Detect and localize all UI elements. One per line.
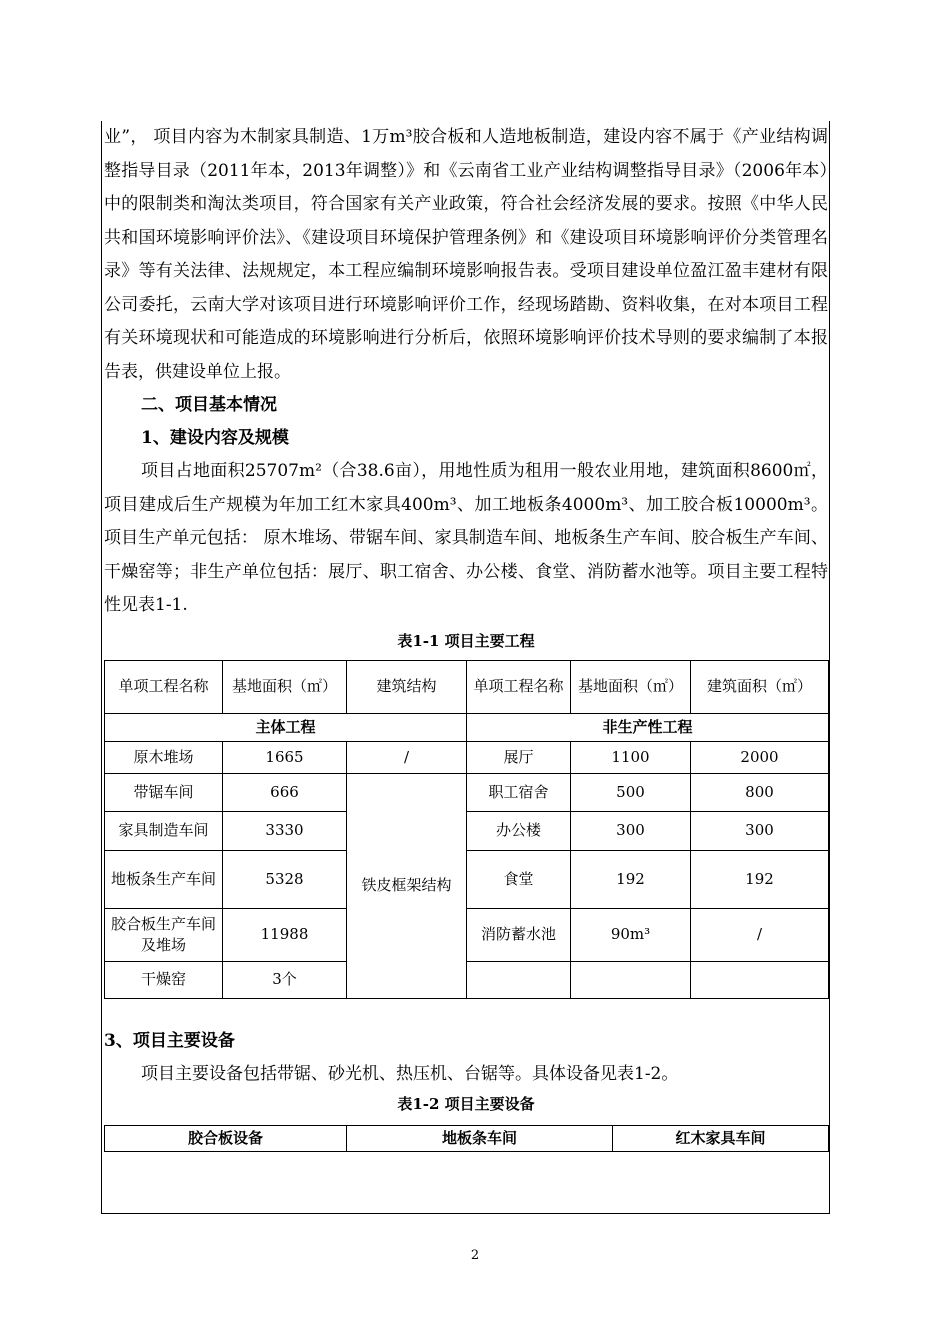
cell-area: 1665 bbox=[223, 741, 347, 773]
cell-structure-shared: 铁皮框架结构 bbox=[347, 773, 467, 998]
table-header-row bbox=[105, 1126, 829, 1152]
cell-build-area bbox=[691, 961, 829, 998]
section-heading-scale: 1、建设内容及规模 bbox=[141, 428, 289, 448]
cell-area: 3330 bbox=[223, 811, 347, 850]
header-cell: 建筑结构 bbox=[347, 660, 467, 713]
cell-base-area: 500 bbox=[571, 773, 691, 811]
header-cell: 地板条车间 bbox=[347, 1126, 613, 1152]
table1-caption: 表1-1 项目主要工程 bbox=[397, 631, 535, 650]
cell-area: 666 bbox=[223, 773, 347, 811]
cell-name: 原木堆场 bbox=[105, 741, 223, 773]
header-cell: 基地面积（㎡） bbox=[571, 660, 691, 713]
table-header-row bbox=[105, 660, 829, 713]
scale-paragraph: 项目占地面积25707m²（合38.6亩），用地性质为租用一般农业用地，建筑面积8600㎡，项目建成后生产规模为年加工红木家具400m³、加工地板条4000m³、加工胶合板10000m³。项目生产单元包括： 原木堆场、带锯车间、家具制造车间、地板条生产车间、胶合板生产车间、干燥窑等；非生产单位包括：展厅、职工宿舍、办公楼、食堂、消防蓄水池等。项目主要工程特性见表1-1. bbox=[104, 461, 828, 615]
intro-paragraph: 业”， 项目内容为木制家具制造、1万m³胶合板和人造地板制造，建设内容不属于《产业结构调整指导目录（2011年本，2013年调整）》和《云南省工业产业结构调整指导目录》（2006年本）中的限制类和淘汰类项目，符合国家有关产业政策，符合社会经济发展的要求。按照《中华人民共和国环境影响评价法》、《建设项目环境保护管理条例》和《建设项目环境影响评价分类管理名录》等有关法律、法规规定，本工程应编制环境影响报告表。受项目建设单位盈江盈丰建材有限公司委托，云南大学对该项目进行环境影响评价工作，经现场踏勘、资料收集，在对本项目工程有关环境现状和可能造成的环境影响进行分析后，依照环境影响评价技术导则的要求编制了本报告表，供建设单位上报。 bbox=[104, 127, 828, 382]
header-cell: 单项工程名称 bbox=[105, 660, 223, 713]
equipment-table bbox=[104, 1125, 829, 1152]
cell-name: 职工宿舍 bbox=[467, 773, 571, 811]
cell-build-area: 2000 bbox=[691, 741, 829, 773]
cell-structure: / bbox=[347, 741, 467, 773]
header-cell: 单项工程名称 bbox=[467, 660, 571, 713]
cell-name bbox=[467, 961, 571, 998]
cell-area: 3个 bbox=[223, 961, 347, 998]
cell-name: 家具制造车间 bbox=[105, 811, 223, 850]
cell-build-area: 192 bbox=[691, 850, 829, 908]
cell-build-area: 800 bbox=[691, 773, 829, 811]
cell-name: 办公楼 bbox=[467, 811, 571, 850]
header-cell: 建筑面积（㎡） bbox=[691, 660, 829, 713]
document-body bbox=[104, 121, 828, 1152]
cell-base-area: 192 bbox=[571, 850, 691, 908]
cell-area: 5328 bbox=[223, 850, 347, 908]
cell-name: 展厅 bbox=[467, 741, 571, 773]
cell-name: 地板条生产车间 bbox=[105, 850, 223, 908]
cell-name: 胶合板生产车间及堆场 bbox=[105, 908, 223, 961]
table-group-row bbox=[105, 713, 829, 741]
cell-area: 11988 bbox=[223, 908, 347, 961]
table-row bbox=[105, 908, 829, 961]
group-non-production: 非生产性工程 bbox=[467, 713, 829, 741]
equipment-paragraph: 项目主要设备包括带锯、砂光机、热压机、台锯等。具体设备见表1-2。 bbox=[141, 1063, 679, 1084]
group-main-works: 主体工程 bbox=[105, 713, 467, 741]
header-cell: 基地面积（㎡） bbox=[223, 660, 347, 713]
table-row bbox=[105, 961, 829, 998]
cell-name: 带锯车间 bbox=[105, 773, 223, 811]
cell-name: 干燥窑 bbox=[105, 961, 223, 998]
table2-caption: 表1-2 项目主要设备 bbox=[397, 1095, 535, 1113]
header-cell: 胶合板设备 bbox=[105, 1126, 347, 1152]
cell-base-area: 1100 bbox=[571, 741, 691, 773]
cell-build-area: / bbox=[691, 908, 829, 961]
table-row bbox=[105, 773, 829, 811]
header-cell: 红木家具车间 bbox=[613, 1126, 829, 1152]
page-number: 2 bbox=[470, 1248, 480, 1263]
table-row bbox=[105, 850, 829, 908]
cell-base-area: 300 bbox=[571, 811, 691, 850]
table-row bbox=[105, 741, 829, 773]
cell-name: 消防蓄水池 bbox=[467, 908, 571, 961]
cell-name: 食堂 bbox=[467, 850, 571, 908]
cell-base-area: 90m³ bbox=[571, 908, 691, 961]
cell-build-area: 300 bbox=[691, 811, 829, 850]
section-heading-equipment: 3、项目主要设备 bbox=[104, 1030, 235, 1051]
table-row bbox=[105, 811, 829, 850]
section-heading-basic-info: 二、项目基本情况 bbox=[141, 395, 277, 415]
cell-base-area bbox=[571, 961, 691, 998]
main-works-table bbox=[104, 660, 829, 999]
